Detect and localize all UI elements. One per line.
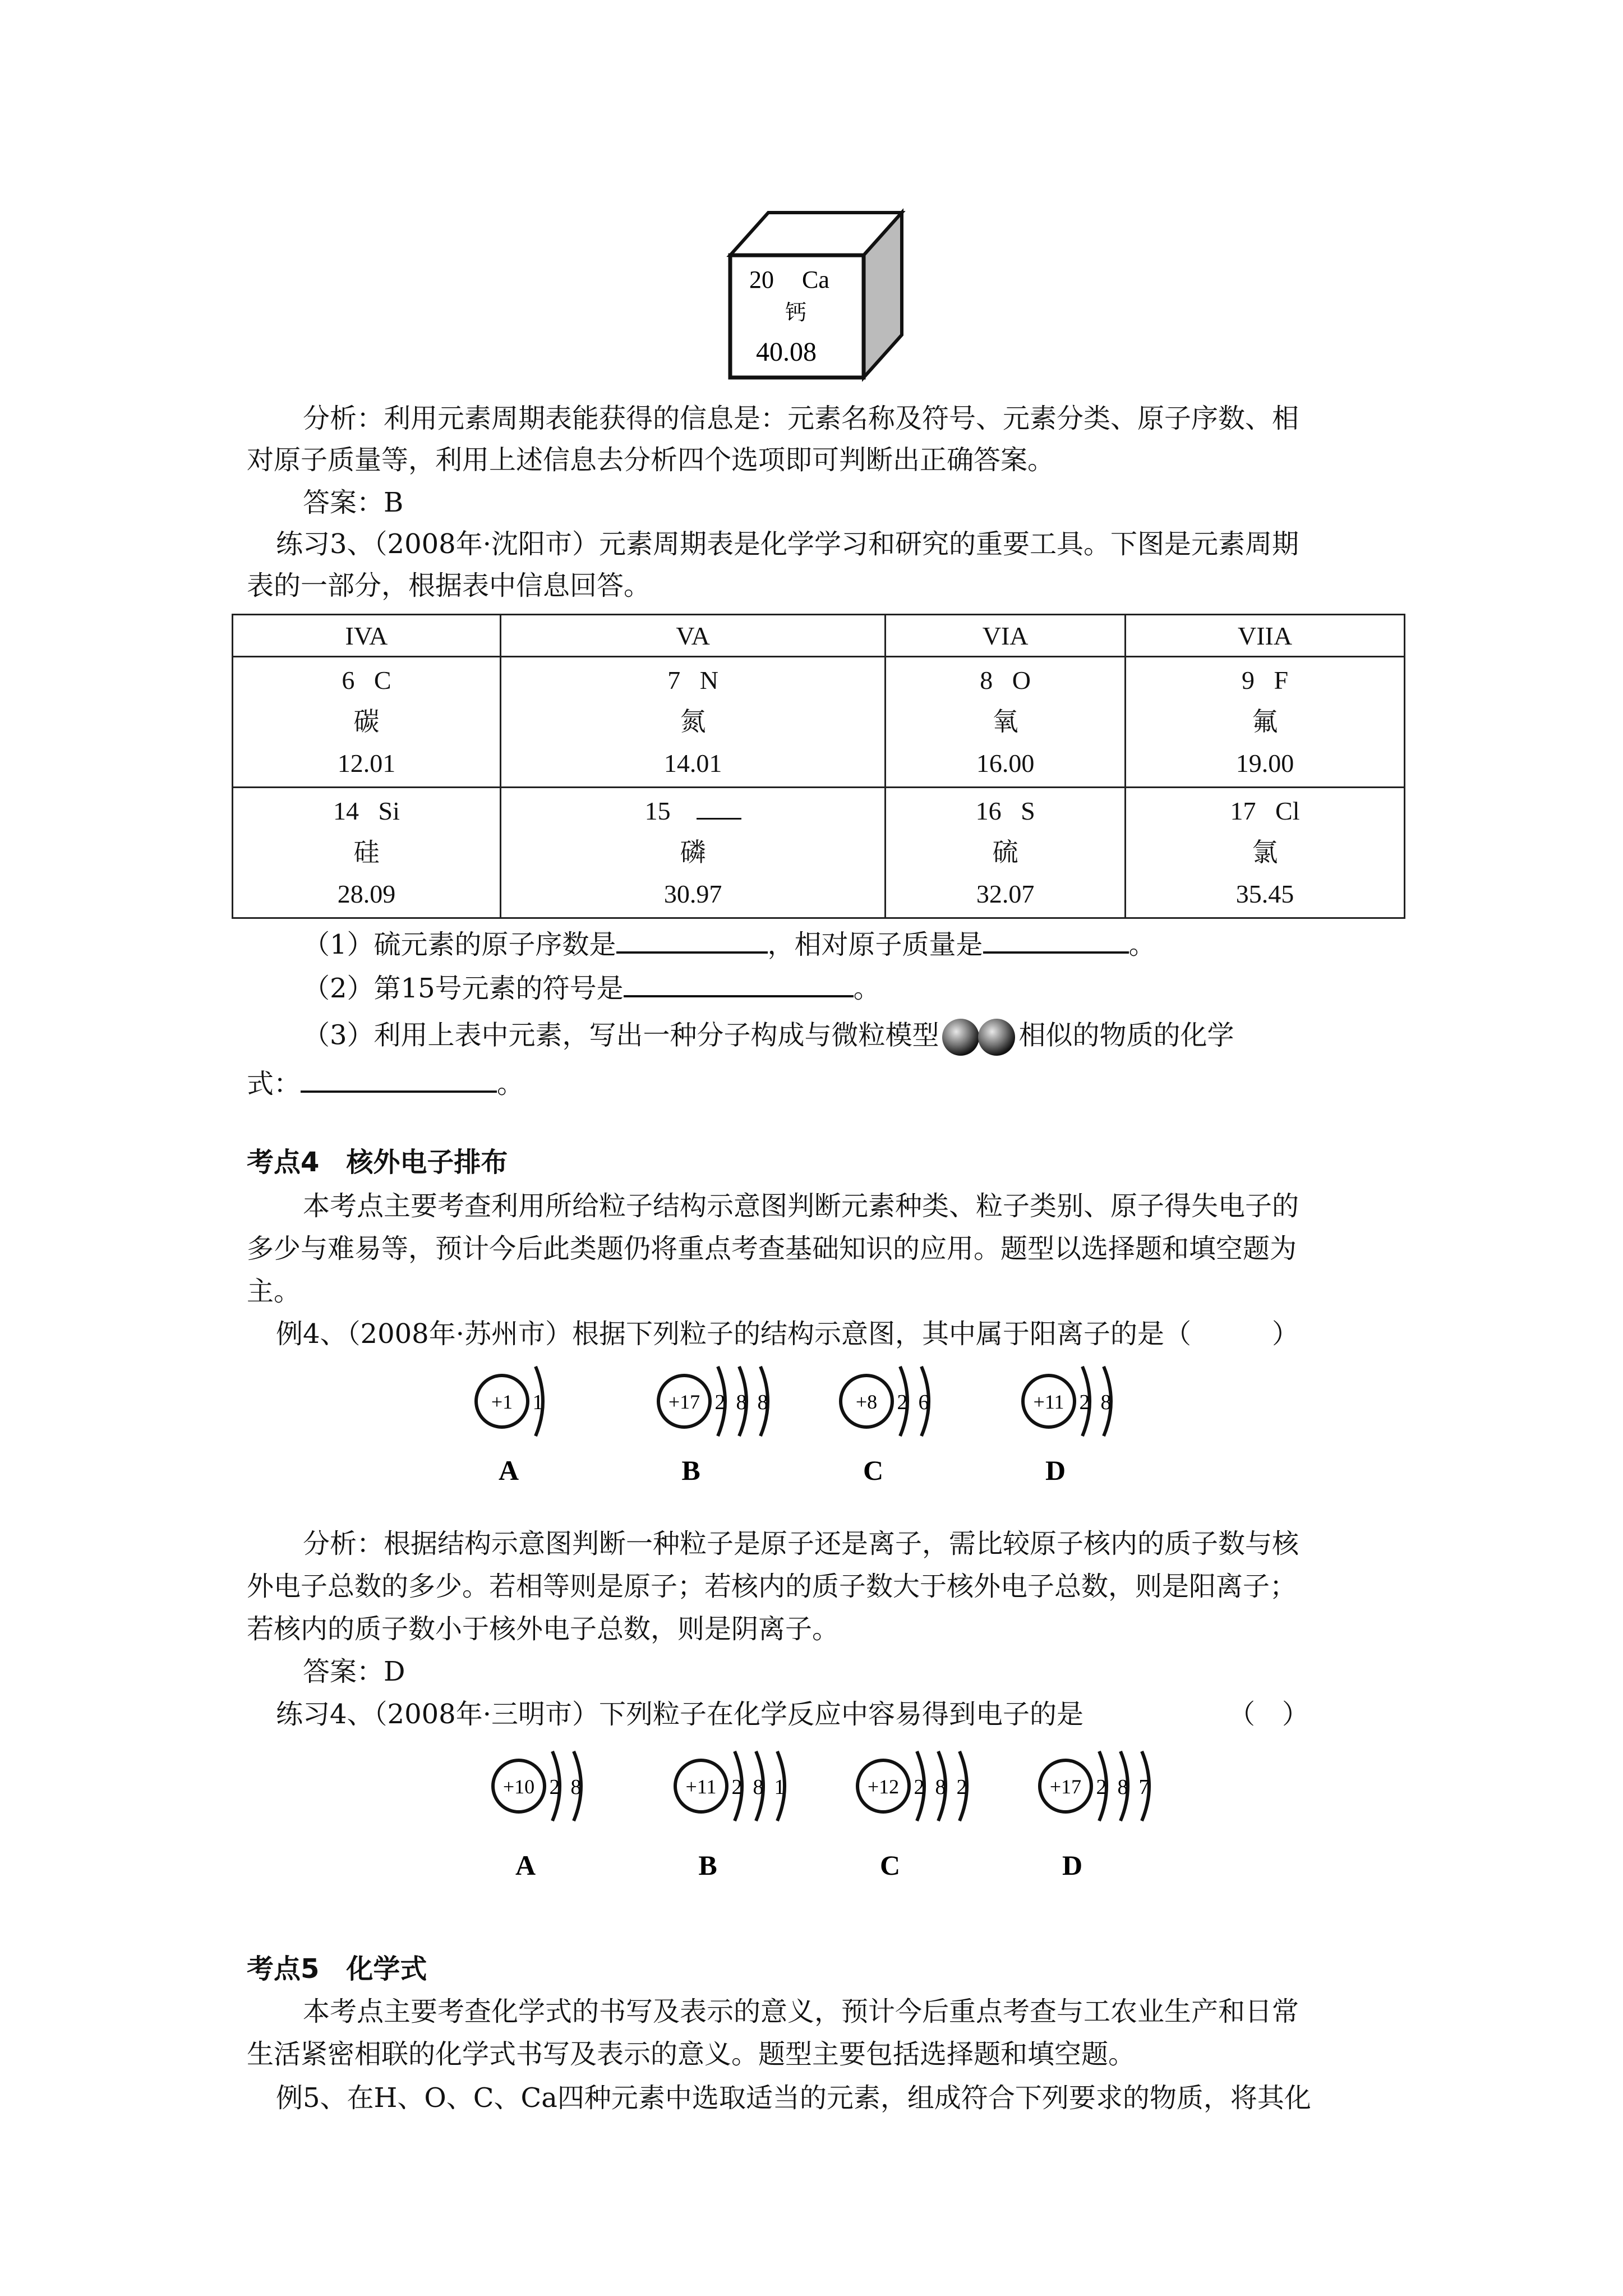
group-header: VA	[500, 615, 885, 657]
shell-electron-count: 8	[935, 1775, 946, 1799]
shell-electron-count: 7	[1138, 1775, 1150, 1799]
nucleus-charge: +1	[491, 1391, 513, 1413]
shell-electron-count: 6	[918, 1391, 929, 1414]
shell-electron-count: 1	[532, 1391, 543, 1414]
nucleus-charge: +17	[668, 1391, 700, 1413]
option-label: C	[879, 1849, 901, 1881]
atom-diagram-D	[1040, 1751, 1150, 1881]
exercise3-line2: 表的一部分，根据表中信息回答。	[247, 570, 651, 601]
section4-line2: 多少与难易等，预计今后此类题仍将重点考查基础知识的应用。题型以选择题和填空题为	[247, 1233, 1297, 1264]
analysis4-line3: 若核内的质子数小于核外电子总数，则是阴离子。	[247, 1613, 840, 1645]
option-label: B	[681, 1455, 700, 1486]
nucleus-charge: +17	[1049, 1775, 1082, 1798]
nucleus-charge: +10	[502, 1775, 535, 1798]
shell-electron-count: 2	[731, 1775, 743, 1799]
nucleus-charge: +11	[1033, 1391, 1064, 1413]
atom-diagram-B	[658, 1366, 768, 1486]
exercise4: 练习4、（2008年·三明市）下列粒子在化学反应中容易得到电子的是	[276, 1699, 1083, 1730]
section5-heading: 考点5 化学式	[247, 1953, 427, 1985]
table-row	[233, 657, 1405, 788]
analysis3-line2: 对原子质量等，利用上述信息去分析四个选项即可判断出正确答案。	[247, 444, 1055, 476]
shell-electron-count: 2	[956, 1775, 967, 1799]
shell-electron-count: 8	[570, 1775, 582, 1799]
shell-electron-count: 1	[774, 1775, 785, 1799]
exercise3-line1: 练习3、（2008年·沈阳市）元素周期表是化学学习和研究的重要工具。下图是元素周期	[276, 528, 1299, 560]
section4-line1: 本考点主要考查利用所给粒子结构示意图判断元素种类、粒子类别、原子得失电子的	[303, 1190, 1299, 1222]
question3-line2: 式： 。	[247, 1065, 524, 1101]
atom-diagram-A	[476, 1366, 543, 1486]
option-label: C	[863, 1455, 884, 1486]
analysis4-line1: 分析：根据结构示意图判断一种粒子是原子还是离子，需比较原子核内的质子数与核	[303, 1528, 1299, 1559]
element-cell-o: 8 O 氧 16.00	[886, 657, 1126, 788]
example4: 例4、（2008年·苏州市）根据下列粒子的结构示意图，其中属于阳离子的是（ ）	[276, 1318, 1299, 1350]
question3: （3）利用上表中元素，写出一种分子构成与微粒模型 相似的物质的化学	[303, 1016, 1234, 1058]
ca-name: 钙	[785, 301, 807, 325]
answer4: 答案：D	[303, 1656, 405, 1687]
element-cell-p: 15 磷 30.97	[500, 788, 885, 918]
option-label: B	[698, 1849, 717, 1881]
element-cell-s: 16 S 硫 32.07	[886, 788, 1126, 918]
atom-diagram-B	[675, 1751, 785, 1881]
shell-electron-count: 2	[914, 1775, 925, 1799]
atomic-mass-blank[interactable]	[983, 926, 1129, 954]
atom-diagram-D	[1023, 1366, 1112, 1486]
element-cell-cl: 17 Cl 氯 35.45	[1126, 788, 1405, 918]
option-label: D	[1045, 1455, 1066, 1486]
analysis4-line2: 外电子总数的多少。若相等则是原子；若核内的质子数大于核外电子总数，则是阳离子；	[247, 1571, 1297, 1602]
nucleus-charge: +8	[855, 1391, 878, 1413]
example5: 例5、在H、O、C、Ca四种元素中选取适当的元素，组成符合下列要求的物质，将其化	[276, 2082, 1311, 2114]
atom-diagram-set-2	[488, 1739, 1217, 1902]
element-cell-f: 9 F 氟 19.00	[1126, 657, 1405, 788]
element-cell-si: 14 Si 硅 28.09	[233, 788, 501, 918]
section5-line2: 生活紧密相联的化学式书写及表示的意义。题型主要包括选择题和填空题。	[247, 2039, 1136, 2070]
option-label: D	[1062, 1849, 1083, 1881]
atom-diagram-C	[841, 1366, 929, 1486]
question1: （1）硫元素的原子序数是 ，相对原子质量是 。	[303, 926, 1156, 961]
shell-electron-count: 2	[1079, 1391, 1090, 1414]
shell-electron-count: 8	[753, 1775, 764, 1799]
calcium-element-box	[723, 205, 909, 384]
shell-electron-count: 8	[1117, 1775, 1128, 1799]
group-header: IVA	[233, 615, 501, 657]
table-row	[233, 788, 1405, 918]
element-cell-n: 7 N 氮 14.01	[500, 657, 885, 788]
shell-electron-count: 8	[757, 1391, 768, 1414]
atom-diagram-C	[857, 1751, 967, 1881]
molecule-model-icon	[939, 1016, 1019, 1058]
formula-blank[interactable]	[301, 1065, 497, 1093]
group-header: VIA	[886, 615, 1126, 657]
group-header: VIIA	[1126, 615, 1405, 657]
shell-electron-count: 2	[714, 1391, 726, 1414]
atom-diagram-set-1	[471, 1358, 1200, 1515]
analysis3-line1: 分析：利用元素周期表能获得的信息是：元素名称及符号、元素分类、原子序数、相	[303, 403, 1299, 434]
element-symbol-blank[interactable]	[624, 969, 854, 997]
atomic-number-blank[interactable]	[616, 926, 768, 954]
shell-electron-count: 2	[549, 1775, 560, 1799]
exercise4-paren: （ ）	[1228, 1699, 1310, 1730]
ca-symbol: Ca	[802, 266, 829, 293]
shell-electron-count: 2	[897, 1391, 908, 1414]
shell-electron-count: 8	[736, 1391, 747, 1414]
element-cell-c: 6 C 碳 12.01	[233, 657, 501, 788]
answer3: 答案：B	[303, 487, 404, 518]
question2: （2）第15号元素的符号是 。	[303, 969, 880, 1005]
section5-line1: 本考点主要考查化学式的书写及表示的意义，预计今后重点考查与工农业生产和日常	[303, 1996, 1299, 2027]
shell-electron-count: 2	[1096, 1775, 1107, 1799]
shell-electron-count: 8	[1100, 1391, 1112, 1414]
periodic-table-fragment	[232, 614, 1405, 919]
ca-mass: 40.08	[756, 337, 817, 367]
nucleus-charge: +11	[685, 1775, 717, 1798]
symbol-blank[interactable]	[697, 795, 741, 820]
option-label: A	[498, 1455, 519, 1486]
table-header-row	[233, 615, 1405, 657]
section4-heading: 考点4 核外电子排布	[247, 1147, 508, 1178]
atom-diagram-A	[493, 1751, 582, 1881]
ca-number: 20	[749, 266, 774, 293]
section4-line3: 主。	[247, 1276, 301, 1307]
nucleus-charge: +12	[867, 1775, 900, 1798]
option-label: A	[515, 1849, 536, 1881]
